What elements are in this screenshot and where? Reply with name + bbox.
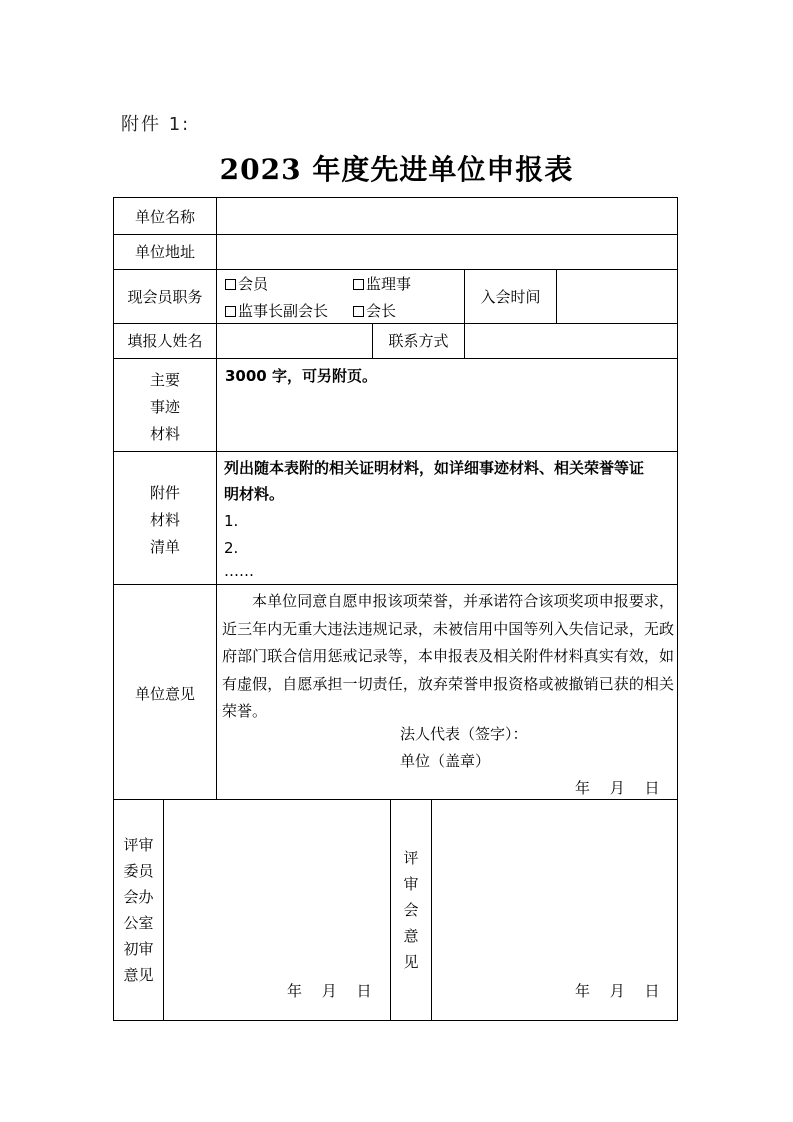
- row-divider: [113, 323, 678, 324]
- unit-opinion-statement: 本单位同意自愿申报该项荣誉，并承诺符合该项奖项申报要求，近三年内无重大违法违规记录，未被信用中国等列入失信记录，无政府部门联合信用惩戒记录等，本申报表及相关附件材料真实有效，如有虚假，自愿承担一切责任，放弃荣誉申报资格或被撤销已获的相关荣誉。: [222, 592, 674, 720]
- unit-address-label: 单位地址: [134, 243, 195, 261]
- contact-label: 联系方式: [388, 332, 449, 350]
- deeds-hint[interactable]: 3000 字，可另附页。: [225, 367, 377, 385]
- attachments-label: 附件 材料 清单: [149, 484, 180, 556]
- committee-review-date[interactable]: 年 月 日: [575, 982, 660, 1000]
- checkbox-icon: [225, 279, 236, 290]
- col-divider: [464, 323, 465, 358]
- office-review-label: 评审 委员 会办 公室 初审 意见: [123, 836, 154, 984]
- form-title: 2023 年度先进单位申报表: [219, 153, 574, 186]
- col-divider: [556, 269, 557, 323]
- option-president[interactable]: 会长: [353, 301, 396, 321]
- row-divider: [113, 799, 678, 800]
- attachments-hint-line2: 明材料。: [224, 485, 285, 503]
- attachments-hint-line1: 列出随本表附的相关证明材料，如详细事迹材料、相关荣誉等证: [224, 459, 645, 477]
- row-divider: [113, 269, 678, 270]
- legal-rep-signature[interactable]: 法人代表（签字）：: [400, 725, 528, 743]
- option-member[interactable]: 会员: [225, 274, 268, 294]
- deeds-label: 主要 事迹 材料: [149, 371, 180, 443]
- checkbox-icon: [225, 306, 236, 317]
- row-divider: [113, 584, 678, 585]
- filler-name-label: 填报人姓名: [127, 332, 203, 350]
- position-label: 现会员职务: [127, 288, 203, 306]
- unit-seal[interactable]: 单位（盖章）: [400, 752, 491, 770]
- row-divider: [113, 358, 678, 359]
- col-divider: [431, 799, 432, 1021]
- attachment-item[interactable]: 1.: [224, 512, 239, 530]
- col-divider: [163, 799, 164, 1021]
- attachment-item[interactable]: 2.: [224, 539, 239, 557]
- unit-opinion-date[interactable]: 年 月 日: [575, 779, 660, 797]
- option-chief-supervisor[interactable]: 监事长副会长: [225, 301, 328, 321]
- col-divider: [216, 197, 217, 799]
- committee-review-label: 评 审 会 意 见: [403, 849, 419, 971]
- row-divider: [113, 234, 678, 235]
- attachment-item[interactable]: ……: [224, 562, 254, 580]
- checkbox-icon: [353, 306, 364, 317]
- unit-opinion-label: 单位意见: [134, 685, 195, 703]
- attachment-label: 附件 1:: [121, 114, 191, 135]
- option-supervisor[interactable]: 监理事: [353, 274, 411, 294]
- join-time-label: 入会时间: [480, 288, 541, 306]
- row-divider: [113, 451, 678, 452]
- checkbox-icon: [353, 279, 364, 290]
- unit-name-label: 单位名称: [134, 208, 195, 226]
- office-review-date[interactable]: 年 月 日: [287, 982, 372, 1000]
